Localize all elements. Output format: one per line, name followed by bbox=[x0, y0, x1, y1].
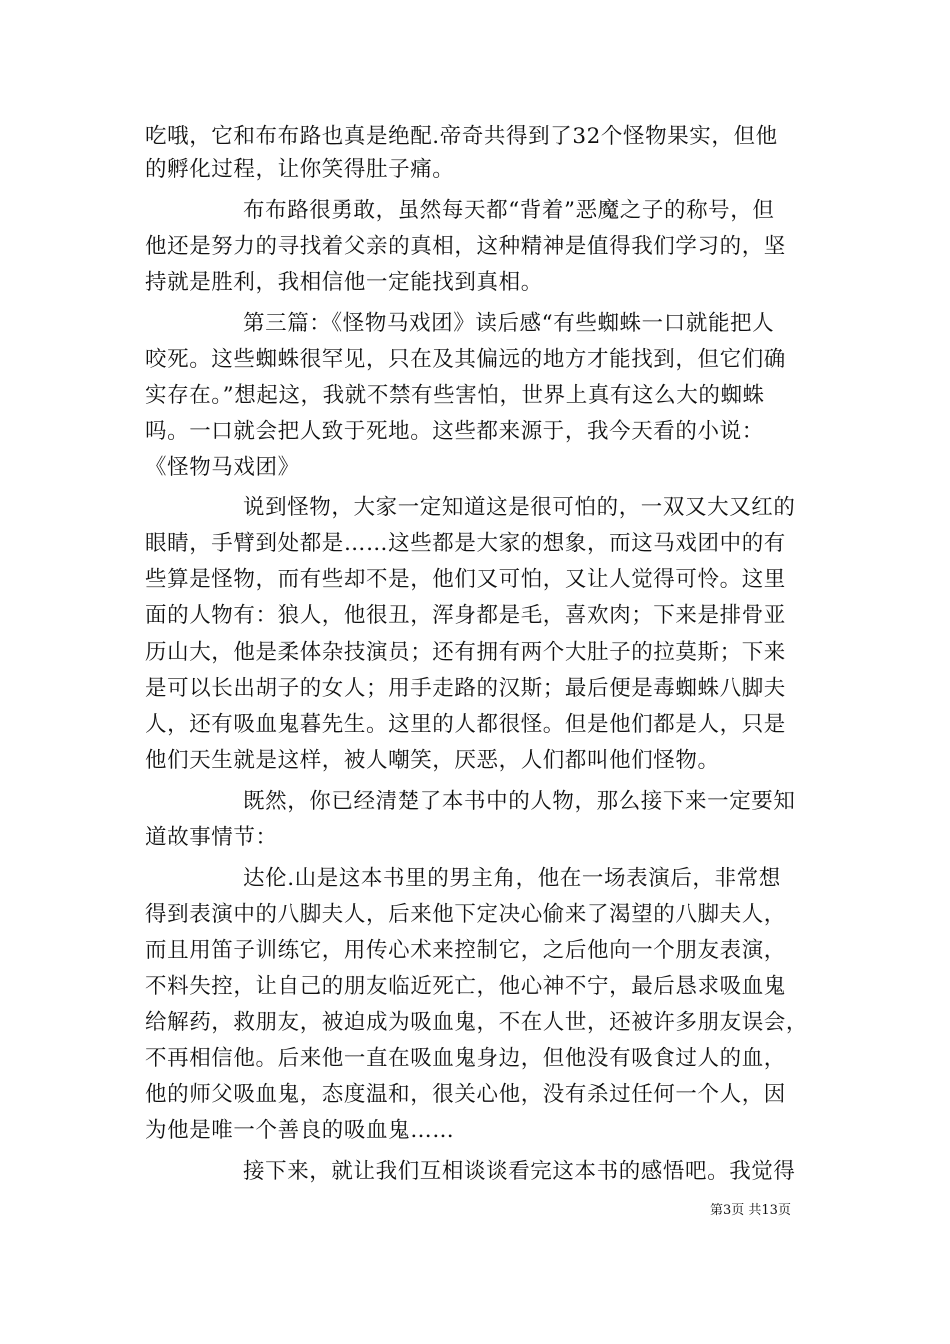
text-line: 第三篇：《怪物马戏团》读后感“有些蜘蛛一口就能把人 bbox=[243, 311, 775, 336]
text-line: 不再相信他。后来他一直在吸血鬼身边，但他没有吸食过人的血， bbox=[145, 1046, 786, 1071]
text-line: 实存在。”想起这，我就不禁有些害怕，世界上真有这么大的蜘蛛 bbox=[145, 383, 765, 408]
text-line: 布布路很勇敢，虽然每天都“背着”恶魔之子的称号，但 bbox=[243, 198, 775, 223]
text-line: 他们天生就是这样，被人嘲笑，厌恶，人们都叫他们怪物。 bbox=[145, 748, 720, 773]
text-line: 给解药，救朋友，被迫成为吸血鬼，不在人世，还被许多朋友误会， bbox=[145, 1010, 809, 1035]
text-line: 历山大，他是柔体杂技演员；还有拥有两个大肚子的拉莫斯；下来 bbox=[145, 640, 786, 665]
text-line: 得到表演中的八脚夫人，后来他下定决心偷来了渴望的八脚夫人， bbox=[145, 902, 786, 927]
text-line: 接下来，就让我们互相谈谈看完这本书的感悟吧。我觉得 bbox=[243, 1159, 796, 1184]
text-line: 说到怪物，大家一定知道这是很可怕的，一双又大又红的 bbox=[243, 495, 796, 520]
text-line: 人，还有吸血鬼暮先生。这里的人都很怪。但是他们都是人，只是 bbox=[145, 712, 786, 737]
text-line: 眼睛，手臂到处都是……这些都是大家的想象，而这马戏团中的有 bbox=[145, 531, 786, 556]
text-line: 吃哦，它和布布路也真是绝配.帝奇共得到了32个怪物果实，但他 bbox=[145, 124, 778, 149]
text-line: 他的师父吸血鬼，态度温和，很关心他，没有杀过任何一个人，因 bbox=[145, 1082, 786, 1107]
text-line: 吗。一口就会把人致于死地。这些都来源于，我今天看的小说： bbox=[145, 419, 764, 444]
text-line: 达伦.山是这本书里的男主角，他在一场表演后，非常想 bbox=[243, 866, 781, 891]
text-line: 是可以长出胡子的女人；用手走路的汉斯；最后便是毒蜘蛛八脚夫 bbox=[145, 676, 786, 701]
text-line: 而且用笛子训练它，用传心术来控制它，之后他向一个朋友表演， bbox=[145, 938, 786, 963]
text-line: 道故事情节： bbox=[145, 825, 278, 850]
text-line: 《怪物马戏团》 bbox=[145, 455, 300, 480]
text-line: 持就是胜利，我相信他一定能找到真相。 bbox=[145, 270, 543, 295]
text-line: 面的人物有：狼人，他很丑，浑身都是毛，喜欢肉；下来是排骨亚 bbox=[145, 603, 786, 628]
page-number-footer: 第3页 共13页 bbox=[710, 1203, 791, 1218]
text-line: 的孵化过程，让你笑得肚子痛。 bbox=[145, 157, 455, 182]
text-line: 为他是唯一个善良的吸血鬼…… bbox=[145, 1118, 455, 1143]
text-line: 他还是努力的寻找着父亲的真相，这种精神是值得我们学习的，坚 bbox=[145, 234, 786, 259]
text-line: 咬死。这些蜘蛛很罕见，只在及其偏远的地方才能找到，但它们确 bbox=[145, 347, 786, 372]
text-line: 些算是怪物，而有些却不是，他们又可怕，又让人觉得可怜。这里 bbox=[145, 567, 786, 592]
text-line: 不料失控，让自己的朋友临近死亡，他心神不宁，最后恳求吸血鬼 bbox=[145, 974, 786, 999]
text-line: 既然，你已经清楚了本书中的人物，那么接下来一定要知 bbox=[243, 789, 796, 814]
